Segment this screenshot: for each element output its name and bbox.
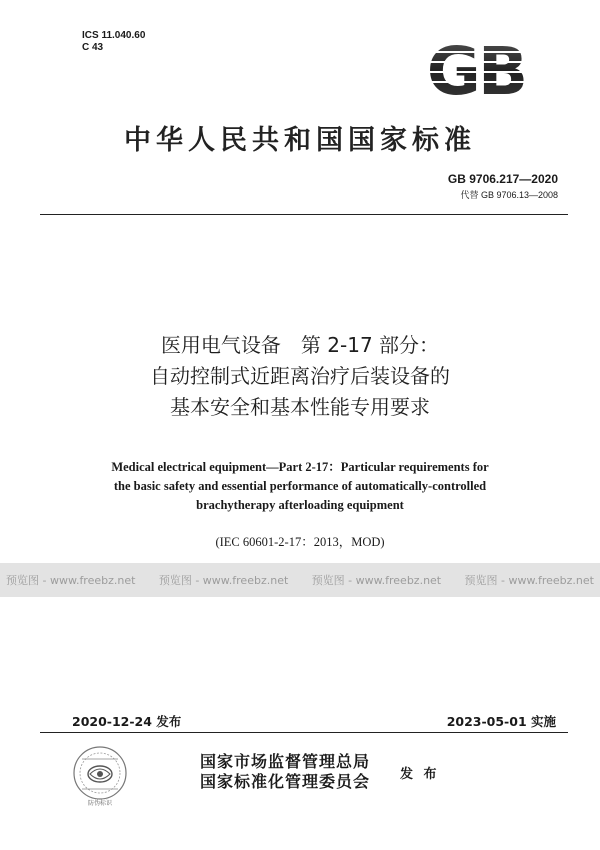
watermark-text: 预览图 - www.freebz.net xyxy=(311,574,442,587)
iec-reference: (IEC 60601-2-17：2013，MOD) xyxy=(215,535,385,549)
publish-label: 发 布 xyxy=(400,767,440,782)
chinese-title-line: 医用电气设备 第 2-17 部分： xyxy=(160,333,440,357)
english-title-line: Medical electrical equipment—Part 2-17：Particular requirements for xyxy=(111,460,489,474)
replaces-note: 代替 GB 9706.13—2008 xyxy=(460,190,558,200)
watermark-banner xyxy=(0,563,600,597)
standard-code-block xyxy=(448,172,558,201)
ccs-code: C 43 xyxy=(82,42,104,53)
anti-counterfeit-seal-icon xyxy=(72,745,128,801)
classification-codes xyxy=(82,30,145,54)
national-standard-title: 中华人民共和国国家标准 xyxy=(124,125,476,156)
english-title xyxy=(0,458,600,515)
english-title-line: the basic safety and essential performance of automatically-controlled xyxy=(113,479,487,493)
seal-caption: 防伪标识 xyxy=(87,800,112,807)
chinese-title-line: 基本安全和基本性能专用要求 xyxy=(170,395,430,419)
issuer-name: 国家市场监督管理总局 xyxy=(200,752,371,771)
ics-code: ICS 11.040.60 xyxy=(82,30,146,41)
standard-code: GB 9706.217—2020 xyxy=(447,172,558,186)
watermark-text: 预览图 - www.freebz.net xyxy=(464,574,594,587)
issuing-authorities xyxy=(200,752,370,792)
chinese-title xyxy=(0,330,600,423)
effective-date: 2023-05-01 实施 xyxy=(446,714,556,729)
english-title-line: brachytherapy afterloading equipment xyxy=(196,498,404,512)
top-divider xyxy=(40,214,568,215)
chinese-title-line: 自动控制式近距离治疗后装设备的 xyxy=(150,364,450,388)
gb-logo-text: GB xyxy=(426,40,526,100)
bottom-divider xyxy=(40,732,568,733)
gb-logo xyxy=(410,40,542,100)
publish-date: 2020-12-24 发布 xyxy=(72,714,182,729)
watermark-text: 预览图 - www.freebz.net xyxy=(158,574,289,587)
watermark-text: 预览图 - www.freebz.net xyxy=(6,574,136,587)
issuer-name: 国家标准化管理委员会 xyxy=(200,772,371,791)
